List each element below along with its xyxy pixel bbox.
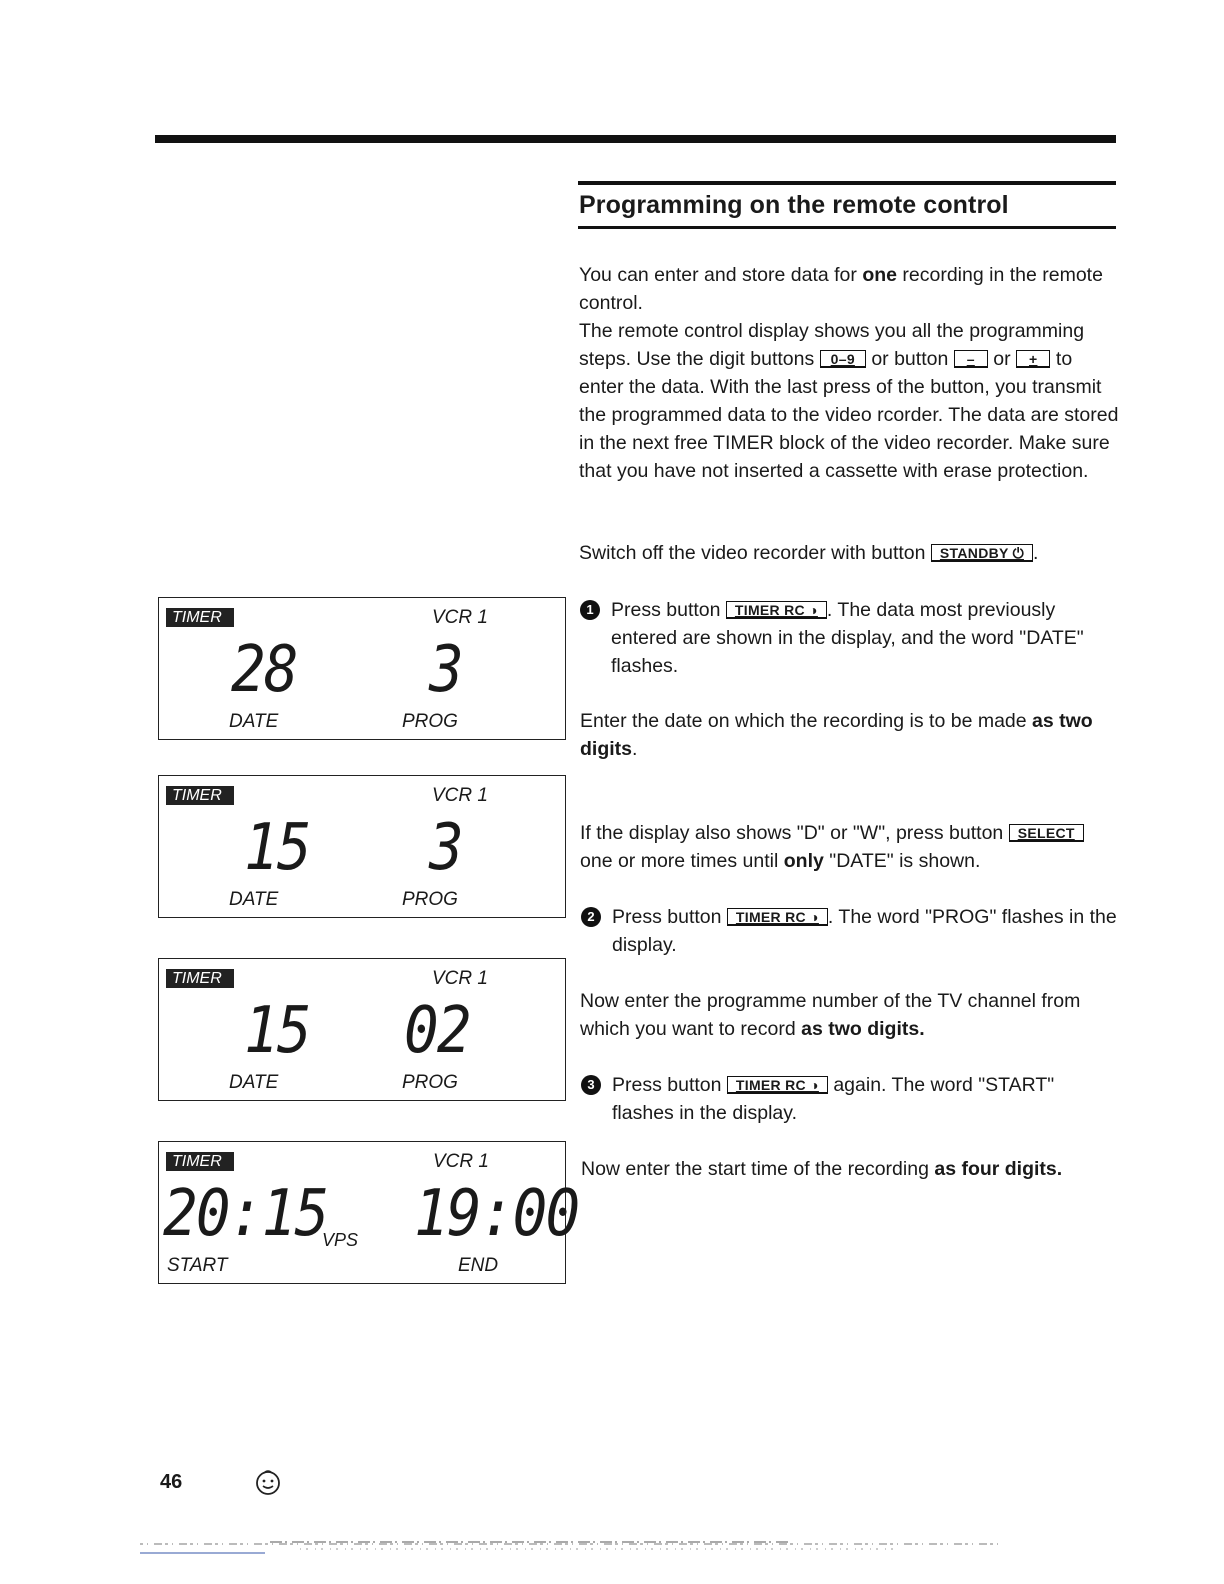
child-face-icon — [254, 1468, 282, 1496]
left-label: START — [167, 1255, 228, 1276]
right-label: PROG — [402, 1072, 458, 1093]
step-2: 2 Press button TIMER RC ◑ . The word "PROG" flashes in the display. — [581, 903, 1121, 959]
left-value: 15 — [244, 994, 310, 1068]
intro-paragraph-2: The remote control display shows you all the programming steps. Use the digit buttons 0–9 or button – or + to enter the data. With the last press of the button, you transmit the programmed data to the video rcorder. The data are stored in the next free TIMER block of the video recorder. Make sure that you have not inserted a cassette with erase protection. — [579, 320, 1119, 482]
scan-noise-decoration — [140, 1540, 1000, 1556]
start-note: Now enter the start time of the recording as four digits. — [581, 1158, 1063, 1180]
header-rule-bottom — [578, 226, 1116, 229]
date-note: Enter the date on which the recording is to be made as two digits. — [580, 710, 1093, 760]
section-header — [578, 181, 1116, 229]
left-label: DATE — [229, 889, 279, 910]
step-number: 3 — [581, 1075, 601, 1095]
digit-buttons-0-9: 0–9 — [820, 350, 866, 368]
dw-note: If the display also shows "D" or "W", press button SELECT one or more times until only "DATE" is shown. — [580, 819, 1120, 875]
plus-button: + — [1016, 350, 1050, 368]
left-label: DATE — [229, 1072, 279, 1093]
timer-rc-button: TIMER RC ◑ — [726, 601, 827, 619]
prog-note: Now enter the programme number of the TV channel from which you want to record as two digits. — [580, 990, 1081, 1040]
standby-button: STANDBY ⏻ — [931, 544, 1033, 562]
intro-paragraph-1: You can enter and store data for one recording in the remote control. — [579, 264, 1103, 314]
intro-text — [579, 261, 1119, 485]
timer-rc-button: TIMER RC ◑ — [727, 908, 828, 926]
header-rule-top — [578, 181, 1116, 185]
lcd-display-start — [158, 1141, 579, 1284]
left-value: 15 — [244, 811, 310, 885]
right-value: 3 — [429, 633, 462, 707]
vcr-label: VCR 1 — [432, 607, 488, 628]
vps-indicator: VPS — [322, 1230, 359, 1250]
minus-button: – — [954, 350, 988, 368]
right-label: PROG — [402, 889, 458, 910]
step-number: 2 — [581, 907, 601, 927]
step-number: 1 — [580, 600, 600, 620]
top-rule — [155, 135, 1116, 143]
page-title: Programming on the remote control — [579, 191, 1009, 219]
vcr-label: VCR 1 — [432, 785, 488, 806]
left-value: 28 — [231, 633, 297, 707]
left-value: 20:15 — [163, 1177, 328, 1251]
lcd-display-date — [158, 597, 566, 740]
step-3: 3 Press button TIMER RC ◑ again. The word "START" flashes in the display. — [581, 1071, 1121, 1127]
timer-tag: TIMER — [166, 608, 234, 627]
step-1: 1 Press button TIMER RC ◑ . The data most previously entered are shown in the display, and the word "DATE" flashes. — [580, 596, 1120, 680]
vcr-label: VCR 1 — [432, 968, 488, 989]
vcr-label: VCR 1 — [433, 1151, 489, 1172]
left-label: DATE — [229, 711, 279, 732]
timer-rc-button: TIMER RC ◑ — [727, 1076, 828, 1094]
lcd-display-date-entered — [158, 775, 566, 918]
right-label: PROG — [402, 711, 458, 732]
select-button: SELECT — [1009, 824, 1084, 842]
lcd-display-prog — [158, 958, 566, 1101]
right-label: END — [458, 1255, 499, 1276]
switch-off-text: Switch off the video recorder with button STANDBY ⏻ . — [579, 542, 1039, 564]
timer-tag: TIMER — [166, 1152, 234, 1171]
timer-tag: TIMER — [166, 969, 234, 988]
right-value: 3 — [429, 811, 462, 885]
page-number: 46 — [160, 1471, 183, 1493]
right-value: 19:00 — [414, 1177, 579, 1251]
right-value: 02 — [404, 994, 470, 1068]
timer-tag: TIMER — [166, 786, 234, 805]
